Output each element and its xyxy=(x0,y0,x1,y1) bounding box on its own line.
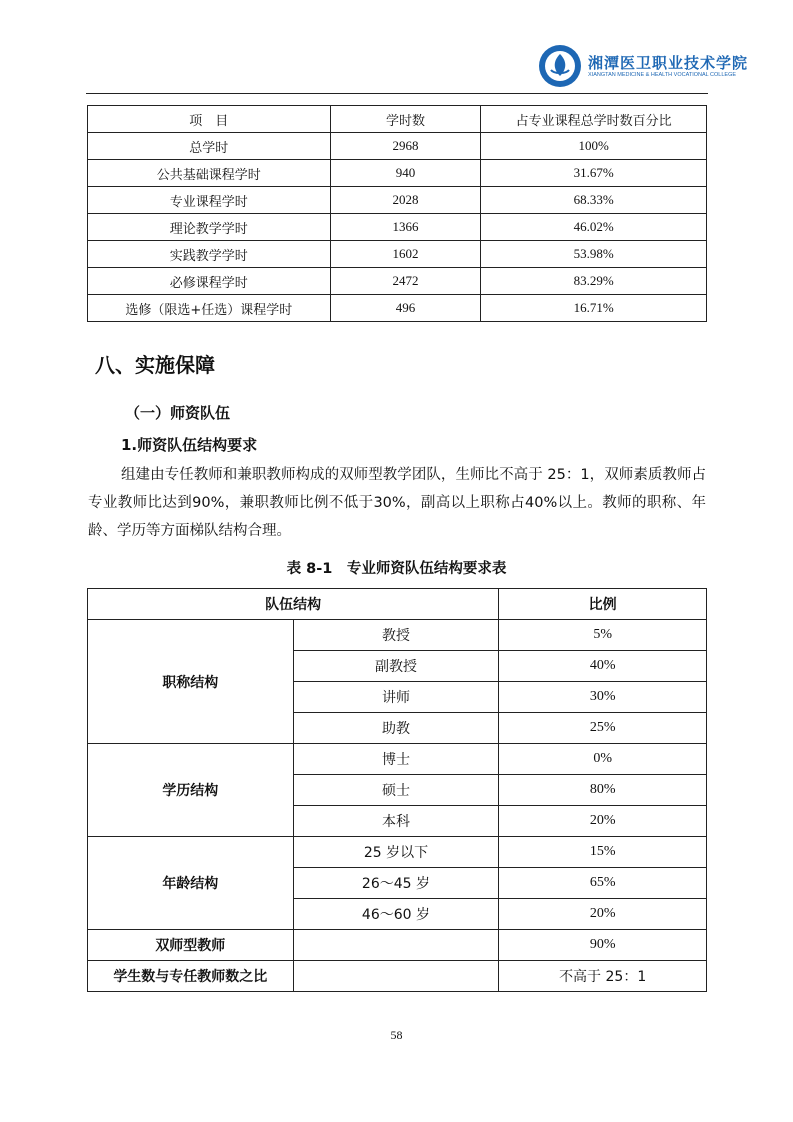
group-cell: 双师型教师 xyxy=(88,930,294,961)
column-header: 队伍结构 xyxy=(88,589,499,620)
table-caption: 表 8-1 专业师资队伍结构要求表 xyxy=(286,561,507,577)
group-cell: 年龄结构 xyxy=(88,837,294,930)
table-row xyxy=(88,133,707,160)
column-header: 占专业课程总学时数百分比 xyxy=(481,106,707,133)
item-cell: 必修课程学时 xyxy=(88,268,331,295)
empty-cell xyxy=(293,930,499,961)
percent-cell: 100% xyxy=(481,133,707,160)
column-header: 比例 xyxy=(499,589,707,620)
body-paragraph: 组建由专任教师和兼职教师构成的双师型教学团队，生师比不高于 25：1，双师素质教师占专业教师比达到90%，兼职教师比例不低于30%，副高以上职称占40%以上。教师的职称、年龄、学历等方面梯队结构合理。 xyxy=(88,467,706,539)
percent-cell: 53.98% xyxy=(481,241,707,268)
page-number: 58 xyxy=(390,1028,403,1042)
table-row xyxy=(88,295,707,322)
hours-cell: 1366 xyxy=(330,214,481,241)
table-row xyxy=(88,214,707,241)
item-cell: 选修（限选+任选）课程学时 xyxy=(88,295,331,322)
ratio-cell: 20% xyxy=(499,899,707,930)
ratio-cell: 90% xyxy=(499,930,707,961)
hours-table xyxy=(87,105,707,322)
item-cell: 本科 xyxy=(293,806,499,837)
item-cell: 硕士 xyxy=(293,775,499,806)
table-row xyxy=(88,837,707,868)
table-row xyxy=(88,268,707,295)
percent-cell: 31.67% xyxy=(481,160,707,187)
table-row xyxy=(88,241,707,268)
staff-structure-table xyxy=(87,588,707,992)
table-row xyxy=(88,930,707,961)
percent-cell: 68.33% xyxy=(481,187,707,214)
percent-cell: 16.71% xyxy=(481,295,707,322)
group-cell: 学生数与专任教师数之比 xyxy=(88,961,294,992)
item-cell: 专业课程学时 xyxy=(88,187,331,214)
college-logo xyxy=(538,44,749,88)
group-cell: 职称结构 xyxy=(88,620,294,744)
header-rule xyxy=(86,93,708,94)
ratio-cell: 5% xyxy=(499,620,707,651)
item-cell: 总学时 xyxy=(88,133,331,160)
table-row xyxy=(88,187,707,214)
ratio-cell: 30% xyxy=(499,682,707,713)
table-header-row xyxy=(88,589,707,620)
ratio-cell: 65% xyxy=(499,868,707,899)
ratio-cell: 0% xyxy=(499,744,707,775)
hours-cell: 496 xyxy=(330,295,481,322)
empty-cell xyxy=(293,961,499,992)
group-cell: 学历结构 xyxy=(88,744,294,837)
percent-cell: 83.29% xyxy=(481,268,707,295)
item-cell: 26～45 岁 xyxy=(293,868,499,899)
ratio-cell: 20% xyxy=(499,806,707,837)
item-cell: 讲师 xyxy=(293,682,499,713)
ratio-cell: 25% xyxy=(499,713,707,744)
hours-cell: 2968 xyxy=(330,133,481,160)
table-row xyxy=(88,961,707,992)
logo-text-cn: 湘潭医卫职业技术学院 xyxy=(588,54,749,72)
hours-cell: 1602 xyxy=(330,241,481,268)
item-cell: 46～60 岁 xyxy=(293,899,499,930)
table-row xyxy=(88,620,707,651)
item-cell: 助教 xyxy=(293,713,499,744)
subsection-title: （一）师资队伍 xyxy=(125,404,231,422)
item-cell: 教授 xyxy=(293,620,499,651)
item-cell: 实践教学学时 xyxy=(88,241,331,268)
item-cell: 公共基础课程学时 xyxy=(88,160,331,187)
hours-cell: 2472 xyxy=(330,268,481,295)
ratio-cell: 40% xyxy=(499,651,707,682)
item-cell: 25 岁以下 xyxy=(293,837,499,868)
column-header: 学时数 xyxy=(330,106,481,133)
item-cell: 副教授 xyxy=(293,651,499,682)
table-row xyxy=(88,160,707,187)
logo-text-en: XIANGTAN MEDICINE & HEALTH VOCATIONAL COLLEGE xyxy=(588,72,737,78)
table-header-row xyxy=(88,106,707,133)
subsection-heading: 1.师资队伍结构要求 xyxy=(121,436,258,454)
percent-cell: 46.02% xyxy=(481,214,707,241)
ratio-cell: 80% xyxy=(499,775,707,806)
ratio-cell: 15% xyxy=(499,837,707,868)
table-row xyxy=(88,744,707,775)
ratio-cell: 不高于 25：1 xyxy=(499,961,707,992)
hours-cell: 2028 xyxy=(330,187,481,214)
section-title: 八、实施保障 xyxy=(95,353,215,377)
item-cell: 博士 xyxy=(293,744,499,775)
hours-cell: 940 xyxy=(330,160,481,187)
item-cell: 理论教学学时 xyxy=(88,214,331,241)
college-emblem-icon xyxy=(538,44,582,88)
column-header: 项 目 xyxy=(88,106,331,133)
